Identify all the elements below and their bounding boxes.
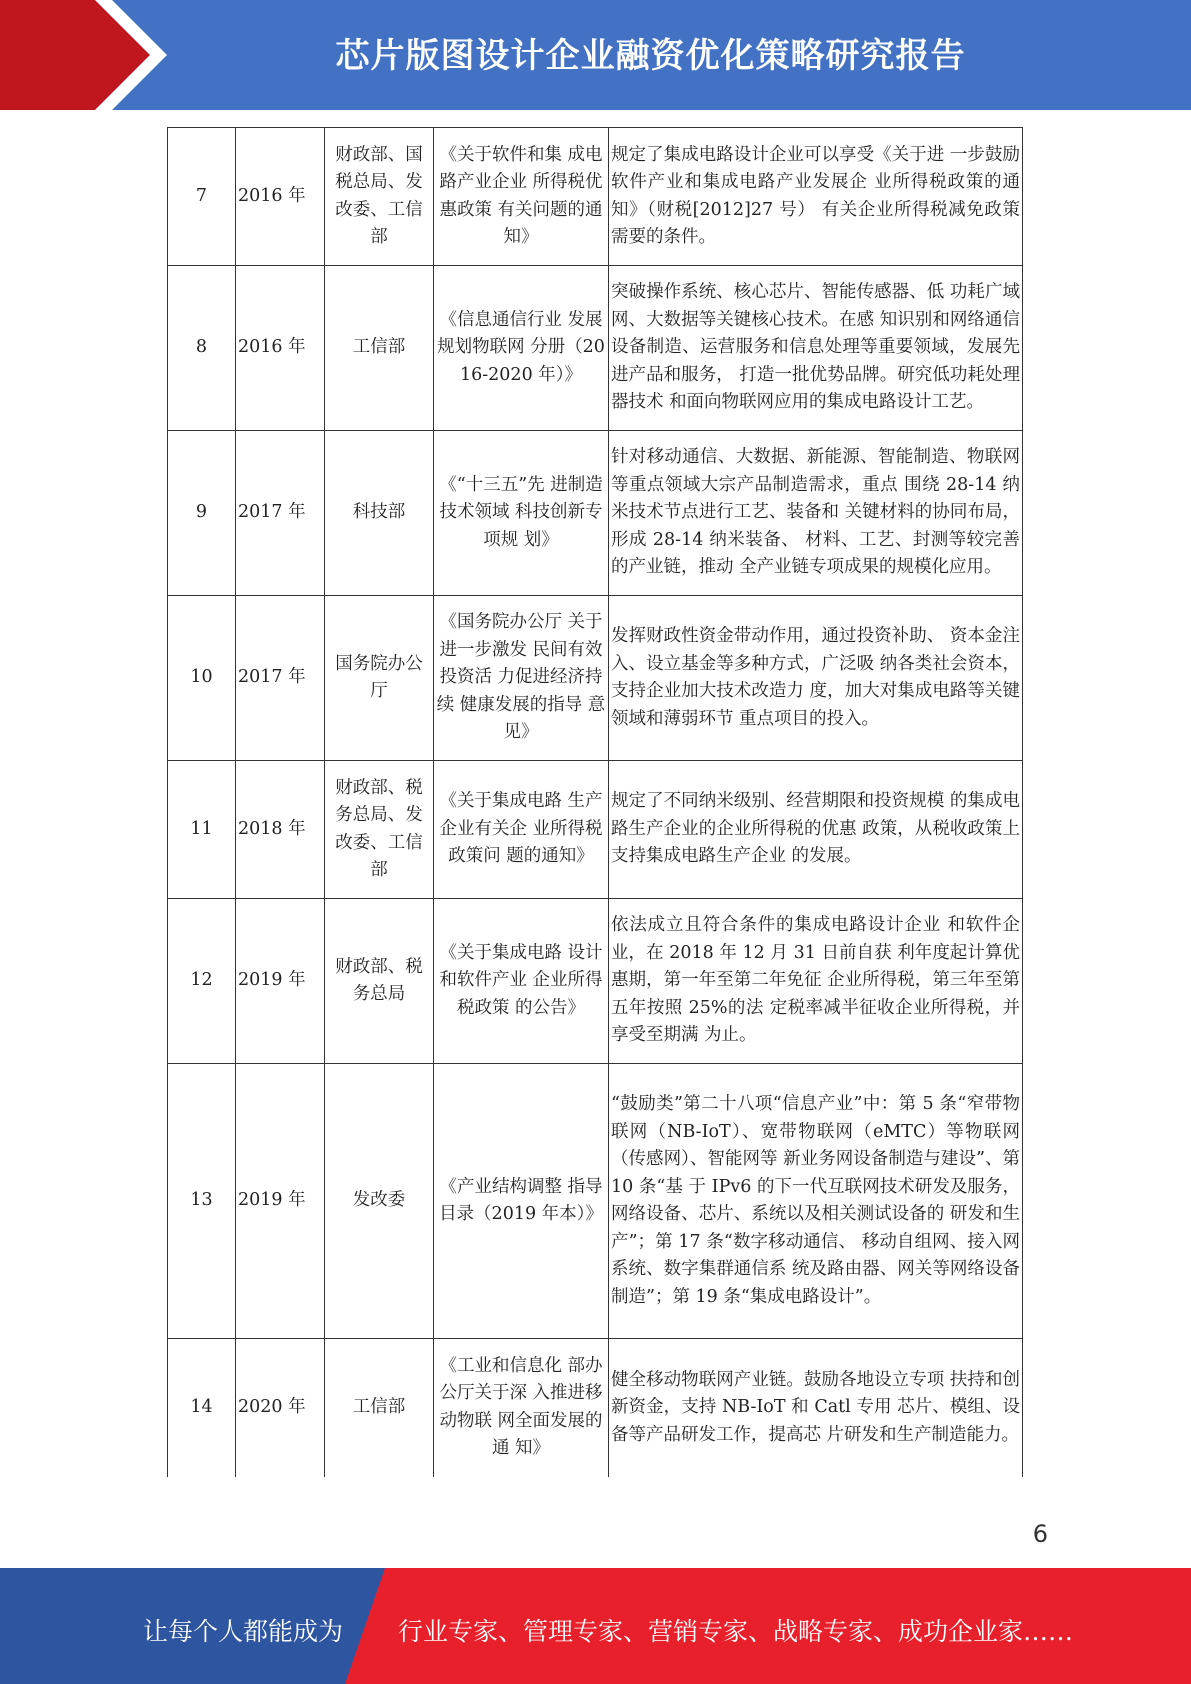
row-content: 健全移动物联网产业链。鼓励各地设立专项 扶持和创新资金，支持 NB-IoT 和 Catl 专用 芯片、模组、设备等产品研发工作，提高芯 片研发和生产制造能力。 (609, 1339, 1023, 1477)
table-row (168, 596, 1023, 761)
row-policy-title: 《信息通信行业 发展规划物联网 分册（2016-2020 年）》 (434, 266, 609, 431)
row-number: 9 (168, 431, 236, 596)
row-department: 发改委 (325, 1064, 434, 1339)
row-department: 财政部、国税总局、发改委、工信部 (325, 128, 434, 266)
row-department: 财政部、税务总局 (325, 899, 434, 1064)
row-policy-title: 《工业和信息化 部办公厅关于深 入推进移动物联 网全面发展的通 知》 (434, 1339, 609, 1477)
row-content: 依法成立且符合条件的集成电路设计企业 和软件企业，在 2018 年 12 月 31 日前自获 利年度起计算优惠期，第一年至第二年免征 企业所得税，第三年至第五年按照 25%的法 定税率减半征收企业所得税，并享受至期满 为止。 (609, 899, 1023, 1064)
table-row (168, 1339, 1023, 1477)
table-row (168, 128, 1023, 266)
row-year: 2017 年 (236, 596, 325, 761)
row-content: 规定了不同纳米级别、经营期限和投资规模 的集成电路生产企业的企业所得税的优惠 政策，从税收政策上支持集成电路生产企业 的发展。 (609, 761, 1023, 899)
row-policy-title: 《国务院办公厅 关于进一步激发 民间有效投资活 力促进经济持续 健康发展的指导 意见》 (434, 596, 609, 761)
row-department: 工信部 (325, 1339, 434, 1477)
row-number: 12 (168, 899, 236, 1064)
row-content: “鼓励类”第二十八项“信息产业”中：第 5 条“窄带物联网（NB-IoT）、宽带物联网（eMTC）等物联网（传感网）、智能网等 新业务网设备制造与建设”、第 10 条“基 于 IPv6 的下一代互联网技术研发及服务， 网络设备、芯片、系统以及相关测试设备的 研发和生产”；第 17 条“数字移动通信、 移动自组网、接入网系统、数字集群通信系 统及路由器、网关等网络设备制造”；第 19 条“集成电路设计”。 (609, 1064, 1023, 1339)
row-policy-title: 《关于集成电路 设计和软件产业 企业所得税政策 的公告》 (434, 899, 609, 1064)
page-header (0, 0, 1191, 110)
row-year: 2020 年 (236, 1339, 325, 1477)
row-department: 财政部、税务总局、发改委、工信部 (325, 761, 434, 899)
footer-slogan-right: 行业专家、管理专家、营销专家、战略专家、成功企业家…… (398, 1617, 1074, 1646)
row-content: 针对移动通信、大数据、新能源、智能制造、物联网等重点领域大宗产品制造需求，重点 围绕 28-14 纳米技术节点进行工艺、装备和 关键材料的协同布局，形成 28-14 纳米装备、 材料、工艺、封测等较完善的产业链，推动 全产业链专项成果的规模化应用。 (609, 431, 1023, 596)
row-policy-title: 《关于集成电路 生产企业有关企 业所得税政策问 题的通知》 (434, 761, 609, 899)
row-year: 2016 年 (236, 128, 325, 266)
row-number: 8 (168, 266, 236, 431)
row-policy-title: 《产业结构调整 指导目录（2019 年本）》 (434, 1064, 609, 1339)
policy-table (167, 127, 1023, 1477)
row-number: 7 (168, 128, 236, 266)
row-number: 10 (168, 596, 236, 761)
table-row (168, 431, 1023, 596)
row-department: 工信部 (325, 266, 434, 431)
row-year: 2019 年 (236, 1064, 325, 1339)
row-policy-title: 《关于软件和集 成电路产业企业 所得税优惠政策 有关问题的通 知》 (434, 128, 609, 266)
table-row (168, 899, 1023, 1064)
table-row (168, 761, 1023, 899)
row-number: 14 (168, 1339, 236, 1477)
table-row (168, 1064, 1023, 1339)
row-department: 国务院办公厅 (325, 596, 434, 761)
row-number: 13 (168, 1064, 236, 1339)
row-year: 2017 年 (236, 431, 325, 596)
row-content: 突破操作系统、核心芯片、智能传感器、低 功耗广域网、大数据等关键核心技术。在感 知识别和网络通信设备制造、运营服务和信息处理等重要领域，发展先进产品和服务， 打造一批优势品牌。研究低功耗处理器技术 和面向物联网应用的集成电路设计工艺。 (609, 266, 1023, 431)
row-content: 发挥财政性资金带动作用，通过投资补助、 资本金注入、设立基金等多种方式，广泛吸 纳各类社会资本，支持企业加大技术改造力 度，加大对集成电路等关键领域和薄弱环节 重点项目的投入。 (609, 596, 1023, 761)
row-year: 2018 年 (236, 761, 325, 899)
report-title: 芯片版图设计企业融资优化策略研究报告 (335, 36, 966, 76)
page-number: 6 (1032, 1520, 1048, 1548)
row-year: 2019 年 (236, 899, 325, 1064)
row-policy-title: 《“十三五”先 进制造技术领域 科技创新专项规 划》 (434, 431, 609, 596)
row-number: 11 (168, 761, 236, 899)
row-year: 2016 年 (236, 266, 325, 431)
row-department: 科技部 (325, 431, 434, 596)
table-row (168, 266, 1023, 431)
footer-slogan-left: 让每个人都能成为 (143, 1617, 344, 1646)
row-content: 规定了集成电路设计企业可以享受《关于进 一步鼓励软件产业和集成电路产业发展企 业所得税政策的通知》（财税[2012]27 号） 有关企业所得税减免政策需要的条件。 (609, 128, 1023, 266)
